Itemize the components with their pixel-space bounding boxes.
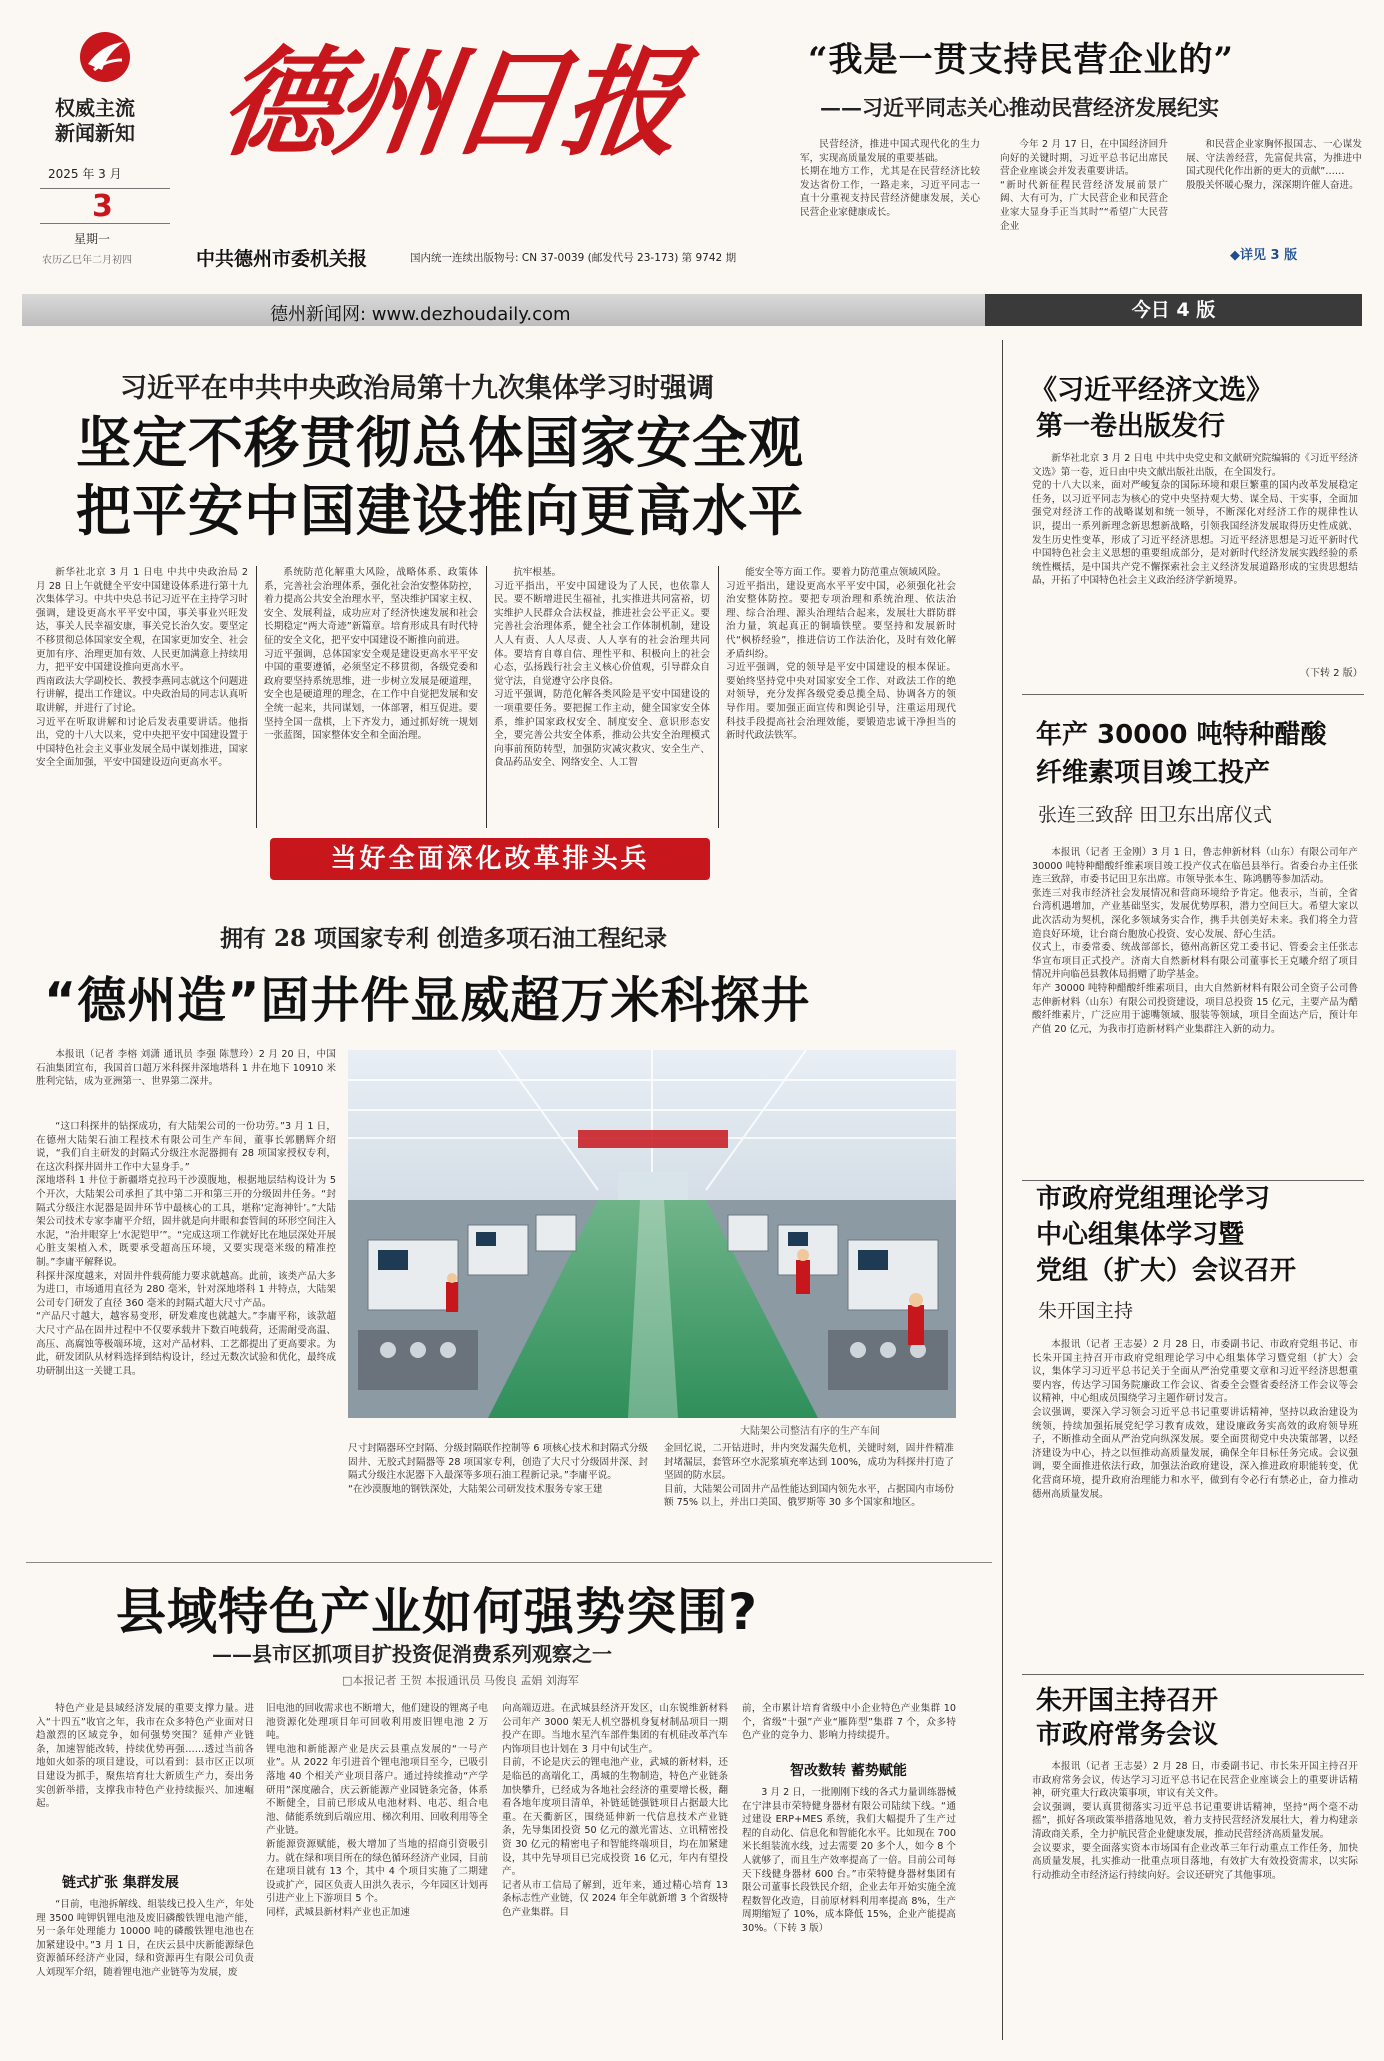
sidebar-story-1-text: 新华社北京 3 月 2 日电 中共中央党史和文献研究院编辑的《习近平经济文选》第一卷，近日由中央文献出版社出版，在全国发行。 党的十八大以来，面对严峻复杂的国际环境和艰巨繁重的国内改革发展稳定任务，以习近平同志为核心的党中央坚持观大势、谋全局、干实事，全面加强党对经济工作的战略谋划和统一领导，不断深化对经济工作的规律性认识，提出一系列新理念新思想新战略，引领我国经济发展取得历史性成就、发生历史性变革，形成了习近平经济思想。习近平经济思想是习近平新时代中国特色社会主义思想的重要组成部分，是对新时代经济发展实践经验的系统性概括，是中国共产党不懈探索社会主义经济发展道路形成的宝贵思想结晶，开拓了中国特色社会主义政治经济学新境界。	[1032, 453, 1358, 587]
reform-col-1: “这口科探井的钻探成功，有大陆架公司的一份功劳。”3 月 1 日，在德州大陆架石油工程技术有限公司生产车间，董事长郭鹏辉介绍说，“我们自主研发的封隔式分级注水泥器拥有 28 项国家授权专利，在这次科探井固井工作中大显身手。” 深地塔科 1 井位于新疆塔克拉玛干沙漠腹地，根据地层结构设计为 5 个开次，大陆架公司承担了其中第二开和第三开的分级固井任务。“封隔式分级注水泥器是固井环节中最核心的工具，堪称‘定海神针’。”大陆架公司技术专家李庸平介绍，固井就是向井眼和套管间的环形空间注入水泥，“治井眼穿上‘水泥铠甲’”。“完成这项工作就好比在地层深处开展心脏支架植入术，既要承受超高压环境，又要实现毫米级的精准控制。”李庸平解释说。 科探井深度越来，对固井件载荷能力要求就越高。此前，该类产品大多为进口，市场通用直径为 280 毫米，针对深地塔科 1 井特点，大陆架公司专门研发了直径 360 毫米的封隔式超大尺寸产品。 “产品尺寸越大，越容易变形，研发难度也就越大。”李庸平称，该款超大尺寸产品在固井过程中不仅要承载井下数百吨载荷，还需耐受高温、高压、高腐蚀等极端环境，这对产品材料、工艺都提出了更高要求。为此，研发团队从材料选择到结构设计，经过无数次试验和优化，最终成功研制出这一关键工具。	[36, 1121, 336, 1377]
sidebar-story-1-more[interactable]: （下转 2 版）	[1300, 668, 1363, 679]
sidebar-story-2-subtitle: 张连三致辞 田卫东出席仪式	[1038, 804, 1273, 826]
photo-caption: 大陆架公司整洁有序的生产车间	[740, 1426, 880, 1437]
column-rule	[718, 566, 719, 828]
reform-col-2: 尺寸封隔器环空封隔、分级封隔联作控制等 6 项核心技术和封隔式分级固井、无胶式封隔器等 28 项国家专利，创造了大尺寸分级固井深、封隔式分级注水泥器下入最深等多项石油工程新记录。”李庸平说。 “在沙漠腹地的钢铁深处，大陆架公司研发技术服务专家王建	[348, 1443, 648, 1495]
masthead-slogan	[40, 96, 150, 146]
paper-title: 德州日报	[212, 33, 688, 172]
top-story-col-2: 今年 2 月 17 日，在中国经济回升向好的关键时期，习近平总书记出席民营企业座谈会并发表重要讲话。 “新时代新征程民营经济发展前景广阔、大有可为，广大民营企业和民营企业家大显身手正当其时”“希望广大民营企业	[1000, 139, 1168, 232]
lunar-date: 农历乙巳年二月初四	[42, 255, 132, 266]
registration-number: 国内统一连续出版物号: CN 37-0039 (邮发代号 23-173) 第 9742 期	[410, 252, 737, 264]
county-col-1b: “目前，电池拆解线、组装线已投入生产，年处理 3500 吨钾钒锂电池及废旧磷酸铁锂电池产能，另一条年处理能力 10000 吨的磷酸铁锂电池也在加紧建设中。”3 月 1 日，在庆云县中庆新能源绿色资源循环经济产业园，绿和资源再生有限公司负责人刘现军介绍，随着锂电池产业链等为发展，废	[36, 1899, 254, 1978]
factory-photo	[348, 1050, 956, 1418]
county-subhead-2: 智改数转 蓄势赋能	[790, 1763, 907, 1779]
sidebar-divider	[1002, 340, 1003, 2040]
sidebar-story-1-title-2: 第一卷出版发行	[1036, 411, 1225, 442]
sidebar-rule	[1022, 694, 1364, 695]
county-byline: □本报记者 王贺 本报通讯员 马俊良 孟娟 刘海军	[342, 1674, 579, 1687]
slogan-line-2: 新闻新知	[55, 121, 135, 145]
reform-byline-text: 本报讯（记者 李榕 刘潇 通讯员 李强 陈慧玲）2 月 20 日，中国石油集团宣布，我国首口超万米科探井深地塔科 1 井在地下 10910 米胜利完钻，成为亚洲第一、世界第二深井。	[36, 1049, 336, 1088]
sidebar-story-3-subtitle: 朱开国主持	[1038, 1300, 1134, 1322]
today-pages: 今日 4 版	[985, 294, 1362, 326]
lead-col-3: 抗牢根基。 习近平指出，平安中国建设为了人民，也依靠人民。要不断增进民生福祉，扎实推进共同富裕，切实维护人民群众合法权益，推进社会公平正义。要完善社会治理体系，健全社会工作体制机制，建设人人有责、人人尽责、人人享有的社会治理共同体。要培育自尊自信、理性平和、积极向上的社会心态，弘扬践行社会主义核心价值观，引导群众自觉守法，自觉遵守公序良俗。 习近平强调，防范化解各类风险是平安中国建设的一项重要任务。要把握工作主动，健全国家安全体系，维护国家政权安全、制度安全、意识形态安全，要完善公共安全体系，推动公共安全治理模式向事前预防转型，加强防灾减灾救灾、安全生产、食品药品安全、网络安全、人工智	[494, 567, 710, 769]
sidebar-story-2-title-1: 年产 30000 吨特种醋酸	[1036, 720, 1327, 750]
county-subtitle: ——县市区抓项目扩投资促消费系列观察之一	[212, 1642, 612, 1666]
slogan-line-1: 权威主流	[55, 96, 135, 120]
day-number: 3	[92, 189, 113, 224]
top-story-title: “我是一贯支持民营企业的”	[808, 40, 1235, 80]
weekday: 星期一	[74, 232, 111, 246]
sidebar-story-3-text: 本报讯（记者 王志晏）2 月 28 日，市委副书记、市政府党组书记、市长朱开国主持召开市政府党组理论学习中心组集体学习暨党组（扩大）会议，集体学习习近平总书记关于全面从严治党重要文章和习近平经济思想重要内容，传达学习国务院廉政工作会议、省委全会暨省委经济工作会议等会议精神，中心组成员围绕学习主题作研讨发言。 会议强调，要深入学习领会习近平总书记重要讲话精神，坚持以政治建设为统领，持续加强拓展党纪学习教育成效，建设廉政务实高效的政府领导班子，不断推动全面从严治党向纵深发展。要全面贯彻党中央决策部署，以经济建设为中心，持之以恒推动高质量发展，确保全年目标任务完成。会议强调，要全面推进依法行政，加强法治政府建设，深入推进政府职能转变，优化营商环境，提升政府治理能力和水平，做到有令必行有禁必止，奋力推动德州高质量发展。	[1032, 1339, 1358, 1500]
sidebar-story-4-title-1: 朱开国主持召开	[1036, 1686, 1219, 1716]
sidebar-story-4-title-2: 市政府常务会议	[1036, 1720, 1219, 1750]
reform-col-3: 金回忆说，二开钻进时，井内突发漏失危机，关键时刻，固井件精准封堵漏层，套管环空水泥浆填充率达到 100%，成功为科探井打造了坚固的防水层。 目前，大陆架公司固井产品性能达到国内领先水平，占据国内市场份额 75% 以上，并出口美国、俄罗斯等 30 多个国家和地区。	[664, 1443, 954, 1509]
year-month: 2025 年 3 月	[48, 167, 122, 181]
county-subhead-1: 链式扩张 集群发展	[62, 1875, 179, 1891]
county-col-1: 特色产业是县域经济发展的重要支撑力量。进入“十四五”收官之年，我市在众多特色产业面对日趋激烈的区域竞争，如何强势突围？延伸产业链条，加速智能改转，持续优势再强……透过当前各地如火如荼的项目建设，可以看到：县市区正以项目建设为抓手，聚焦培育壮大新质生产力，奏出务实创新举措，支撑我市特色产业持续振兴、加速崛起。	[36, 1703, 254, 1810]
lead-headline-2: 把平安中国建设推向更高水平	[76, 479, 805, 543]
see-more-link[interactable]: ◆详见 3 版	[1230, 248, 1298, 263]
sidebar-story-3-title-3: 党组（扩大）会议召开	[1036, 1256, 1297, 1286]
sidebar-story-2-title-2: 纤维素项目竣工投产	[1036, 758, 1271, 788]
column-rule	[256, 566, 257, 828]
reform-banner-text: 当好全面深化改革排头兵	[330, 844, 650, 874]
lead-col-2: 系统防范化解重大风险，战略体系、政策体系，完善社会治理体系，强化社会治安整体防控，着力提高公共安全治理水平，坚决维护国家主权、安全、发展利益，成功应对了经济快速发展和社会长期稳定“两大奇迹”新篇章。培育形成具有时代特征的安全文化，把平安中国建设不断推向前进。 习近平强调，总体国家安全观是建设更高水平平安中国的重要遵循，必须坚定不移贯彻，各级党委和政府要坚持系统思维，进一步树立发展是硬道理，安全也是硬道理的理念，在工作中自觉把发展和安全统一起来，共同谋划，一体部署，相互促进。要坚持全国一盘棋，上下齐发力，通过抓好统一规划一张蓝图，国家整体安全和全面治理。	[264, 567, 478, 742]
top-story-col-3: 和民营企业家胸怀报国志、一心谋发展、守法善经营，先富促共富，为推进中国式现代化作出新的更大的贡献”…… 殷殷关怀暖心聚力，深深期许催人奋进。	[1186, 139, 1362, 191]
lead-col-4: 能安全等方面工作。要着力防范重点领域风险。 习近平指出，建设更高水平平安中国，必须强化社会治安整体防控。要把专项治理和系统治理、依法治理、综合治理、源头治理结合起来，发展壮大群防群治力量，筑起真正的铜墙铁壁。要坚持和发展新时代“枫桥经验”，推进信访工作法治化，及时有效化解矛盾纠纷。 习近平强调，党的领导是平安中国建设的根本保证。要始终坚持党中央对国家安全工作、对政法工作的绝对领导，充分发挥各级党委总揽全局、协调各方的领导作用。要加强正面宣传和舆论引导，注重运用现代科技手段提高社会治理效能，要锻造忠诚干净担当的新时代政法铁军。	[726, 567, 956, 742]
lead-kicker: 习近平在中共中央政治局第十九次集体学习时强调	[120, 373, 714, 404]
top-story-col-1: 民营经济，推进中国式现代化的生力军，实现高质量发展的重要基础。 长期在地方工作，尤其是在民营经济比较发达省份工作，一路走来，习近平同志一直十分重视支持民营经济健康发展，关心民营企业家健康成长。	[800, 139, 980, 218]
column-rule	[486, 566, 487, 828]
sidebar-story-3-title-2: 中心组集体学习暨	[1036, 1220, 1245, 1250]
top-story-subtitle: ——习近平同志关心推动民营经济发展纪实	[820, 95, 1219, 120]
website-link[interactable]: 德州新闻网: www.dezhoudaily.com	[270, 304, 571, 325]
county-col-2: 旧电池的回收需求也不断增大，他们建设的锂离子电池资源化处理项目年可回收利用废旧锂电池 2 万吨。 锂电池和新能源产业是庆云县重点发展的“一号产业”。从 2022 年引进首个锂电池项目至今，已吸引落地 40 个相关产业项目落户。通过持续推动“产学研用”深度融合，庆云新能源产业园链条完备，体系不断健全，目前已形成从电池材料、电芯、组合电池、储能系统到后端应用、梯次利用、回收利用等全产业链。 新能源资源赋能，极大增加了当地的招商引资吸引力。就在绿和项目所在的绿色循环经济产业园，目前在建项目就有 13 个，其中 4 个项目实施了二期建设或扩产，园区负责人田洪久表示，今年园区计划再引进产业上下游项目 5 个。 同样，武城县新材料产业也正加速	[266, 1703, 488, 1918]
sidebar-rule	[1022, 1674, 1364, 1675]
sidebar-story-3-title-1: 市政府党组理论学习	[1036, 1184, 1271, 1214]
section-rule	[26, 1562, 992, 1563]
sidebar-story-2-text: 本报讯（记者 王金刚）3 月 1 日，鲁志伸新材料（山东）有限公司年产 30000 吨特种醋酸纤维素项目竣工投产仪式在临邑县举行。省委台办主任张连三致辞，市委书记田卫东出席。市领导张本生、陈鸿鹏等参加活动。 张连三对我市经济社会发展情况和营商环境给予肯定。他表示，当前，全省台湾机遇增加，产业基础坚实，发展优势厚积，潜力空间巨大。希望大家以此次活动为契机，深化多领域务实合作，携手共创美好未来。我们将全力营造良好环境，让台商台胞放心投资、安心发展、舒心生活。 仪式上，市委常委、统战部部长，德州高新区党工委书记、管委会主任张志华宣布项目正式投产。济南大自然新材料有限公司董事长王克曦介绍了项目情况并向临邑县教体局捐赠了助学基金。 年产 30000 吨特种醋酸纤维素项目，由大自然新材料有限公司全资子公司鲁志伸新材料（山东）有限公司投资建设，项目总投资 15 亿元，主要产品为醋酸纤维素片，广泛应用于滤嘴领域、服装等领域，项目全面达产后，预计年产值 20 亿元，为我市打造新材料产业集群注入新的动力。	[1032, 847, 1358, 1035]
reform-headline: “德州造”固井件显威超万米科探井	[44, 972, 811, 1029]
lead-headline-1: 坚定不移贯彻总体国家安全观	[76, 411, 805, 475]
sidebar-story-4-text: 本报讯（记者 王志晏）2 月 28 日，市委副书记、市长朱开国主持召开市政府常务会议，传达学习习近平总书记在民营企业座谈会上的重要讲话精神，研究重大行政决策事项，审议有关文件。 会议强调，要认真贯彻落实习近平总书记重要讲话精神，坚持“两个毫不动摇”，抓好各项政策举措落地见效，着力支持民营经济发展壮大，着力构建亲清政商关系，全力护航民营企业健康发展，推动民营经济高质量发展。 会议要求，要全面落实资本市场国有企业改革三年行动重点工作任务，加快高质量发展，扎实推动一批重点项目落地，有效扩大有效投资需求，以实际行动推动全市经济运行持续向好。会议还研究了其他事项。	[1032, 1761, 1358, 1881]
reform-kicker: 拥有 28 项国家专利 创造多项石油工程纪录	[220, 925, 668, 952]
county-col-4a: 前，全市累计培育省级中小企业特色产业集群 10 个，省级“十强”产业“雁阵型”集群 7 个，众多特色产业的竞争力、影响力持续提升。	[742, 1703, 956, 1742]
county-headline: 县域特色产业如何强势突围?	[116, 1583, 759, 1641]
county-col-4b: 3 月 2 日，一批刚刚下线的各式力量训练器械在宁津县市荣特健身器材有限公司陆续下线。“通过建设 ERP+MES 系统，我们大幅提升了生产过程的自动化、信息化和智能化水平。比如现在 700 米长组装流水线，过去需要 20 多个人，如今 8 个人就够了，而且生产效率提高了一倍。目前公司每天下线健身器材 600 台。”市荣特健身器材集团有限公司董事长段铁民介绍，企业去年开始实施全流程数智化改造，目前原材料利用率提高 8%，生产周期缩短了 10%，成本降低 15%，企业产能提高 30%。（下转 3 版）	[742, 1787, 956, 1934]
lead-col-1: 新华社北京 3 月 1 日电 中共中央政治局 2 月 28 日上午就健全平安中国建设体系进行第十九次集体学习。中共中央总书记习近平在主持学习时强调，建设更高水平平安中国，事关事业兴旺发达，事关人民幸福安康，事关党长治久安。要坚定不移贯彻总体国家安全观，在国家更加安全、社会更加有序、治理更加有效、人民更加满意上持续用力，把平安中国建设推向更高水平。 西南政法大学副校长、教授李燕同志就这个问题进行讲解，提出工作建议。中央政治局的同志认真听取讲解，并进行了讨论。 习近平在听取讲解和讨论后发表重要讲话。他指出，党的十八大以来，党中央把平安中国建设置于中国特色社会主义事业发展全局中谋划推进，国家安全全面加强，平安中国建设迈向更高水平。	[36, 567, 248, 769]
sidebar-story-1-title-1: 《习近平经济文选》	[1030, 375, 1273, 406]
sponsor: 中共德州市委机关报	[196, 248, 368, 270]
newspaper-logo-icon	[78, 30, 132, 84]
county-col-3: 向高端迈进。在武城县经济开发区，山东锐维新材料公司年产 3000 架无人机空器机身复材制品项目一期投产在即。当地水星汽车部件集团的有机硅改革汽车内饰项目也计划在 3 月中旬试生产。 目前，不论是庆云的锂电池产业，武城的新材料，还是临邑的高端化工，禹城的生物制造，特色产业链条加快攀升，已经成为各地社会经济的重要增长极，翻看各地年度项目清单，补链延链强链项目占据最大比重。在天衢新区，围绕延伸新一代信息技术产业链条，先导集团投资 50 亿元的激光雷达、立讯精密投资 30 亿元的精密电子和智能终端项目，均在加紧建设，其中先导项目已完成投资 16 亿元，年内有望投产。 记者从市工信局了解到，近年来，通过精心培育 13 条标志性产业链，仅 2024 年全年就新增 3 个省级特色产业集群。目	[502, 1703, 728, 1918]
date-box	[40, 165, 170, 266]
